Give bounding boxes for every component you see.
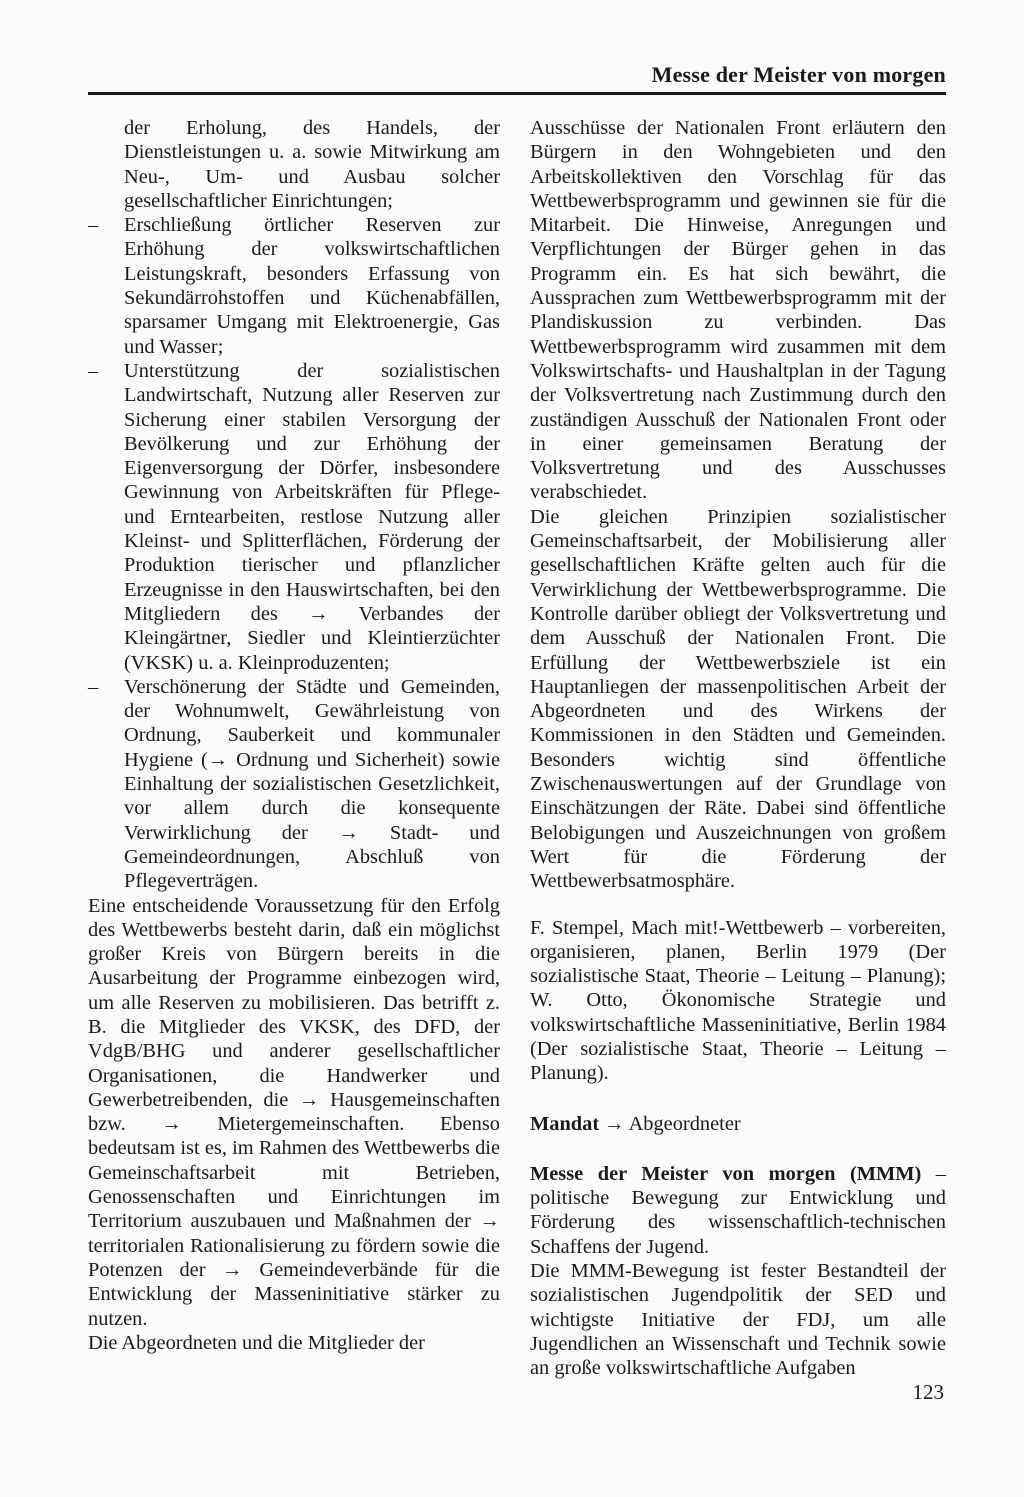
list-item-text: Erschließung örtlicher Reserven zur Erhöhung der volkswirtschaftlichen Leistungskraft, besonders Erfassung von Sekundärrohstoffen und Küchenabfällen, sparsamer Umgang mit Elektroenergie, Gas und Wasser;: [124, 214, 500, 358]
entry-mandat: [530, 1112, 946, 1136]
list-item: [88, 213, 500, 359]
cross-reference: → Abgeordneter: [599, 1112, 741, 1135]
list-item: [88, 359, 500, 675]
body-paragraph: Die gleichen Prinzipien sozialistischer Gemeinschaftsarbeit, der Mobilisierung aller gesellschaftlichen Kräfte gelten auch für die Verwirklichung der Wettbewerbsprogramme. Die Kontrolle darüber obliegt der Volksvertretung und dem Ausschuß der Nationalen Front. Die Erfüllung der Wettbewerbsziele ist ein Hauptanliegen der massenpolitischen Arbeit der Abgeordneten und des Wirkens der Kommissionen in den Städten und Gemeinden. Besonders wichtig sind öffentliche Zwischenauswertungen auf der Grundlage von Einschätzungen der Räte. Dabei sind öffentliche Belobigungen und Auszeichnungen von großem Wert für die Förderung der Wettbewerbsatmosphäre.: [530, 505, 946, 893]
entry-term: Messe der Meister von morgen (MMM): [530, 1162, 922, 1185]
list-item: [88, 675, 500, 894]
list-item-text: Verschönerung der Städte und Gemeinden, der Wohnumwelt, Gewährleistung von Ordnung, Sauberkeit und kommunaler Hygiene (→ Ordnung und Sicherheit) sowie Einhaltung der sozialistischen Gesetzlichkeit, vor allem durch die konsequente Verwirklichung der → Stadt- und Gemeindeordnungen, Abschluß von Pflegeverträgen.: [124, 675, 500, 893]
list-dash: –: [88, 675, 99, 698]
list-item-text: Unterstützung der sozialistischen Landwirtschaft, Nutzung aller Reserven zur Sicherung einer stabilen Versorgung der Bevölkerung und zur Erhöhung der Eigenversorgung der Dörfer, insbesondere Gewinnung von Arbeitskräften für Pflege- und Erntearbeiten, restlose Nutzung aller Kleinst- und Splitterflächen, Förderung der Produktion tierischer und pflanzlicher Erzeugnisse in den Hauswirtschaften, bei den Mitgliedern des → Verbandes der Kleingärtner, Siedler und Kleintierzüchter (VKSK) u. a. Kleinproduzenten;: [124, 359, 500, 674]
list-dash: –: [88, 214, 99, 237]
body-paragraph: Ausschüsse der Nationalen Front erläutern den Bürgern in den Wohngebieten und den Arbeitskollektiven den Vorschlag für das Wettbewerbsprogramm und gewinnen sie für die Mitarbeit. Die Hinweise, Anregungen und Verpflichtungen der Bürger gehen in das Programm ein. Es hat sich bewährt, die Aussprachen zum Wettbewerbsprogramm mit der Plandiskussion zu verbinden. Das Wettbewerbsprogramm wird zusammen mit dem Volkswirtschafts- und Haushaltplan in der Tagung der Volksvertretung nach Zustimmung durch den zuständigen Ausschuß der Nationalen Front oder in einer gemeinsamen Beratung der Volksvertretung und des Ausschusses verabschiedet.: [530, 117, 946, 504]
body-paragraph: Die Abgeordneten und die Mitglieder der: [88, 1331, 425, 1354]
body-paragraph: Eine entscheidende Voraussetzung für den Erfolg des Wettbewerbs besteht darin, daß ein möglichst großer Kreis von Bürgern bereits in die Ausarbeitung der Programme einbezogen wird, um alle Reserven zu mobilisieren. Das betrifft z. B. die Mitglieder des VKSK, des DFD, der VdgB/BHG und anderer gesellschaftlicher Organisationen, die Handwerker und Gewerbetreibenden, die → Hausgemeinschaften bzw. → Mietergemeinschaften. Ebenso bedeutsam ist es, im Rahmen des Wettbewerbs die Gemeinschaftsarbeit mit Betrieben, Genossenschaften und Einrichtungen im Territorium auszubauen und Maßnahmen der → territorialen Rationalisierung zu fördern sowie die Potenzen der → Gemeindeverbände für die Entwicklung der Masseninitiative stärker zu nutzen.: [88, 894, 500, 1330]
left-column: [88, 116, 500, 1355]
list-item-continuation: der Erholung, des Handels, der Dienstleistungen u. a. sowie Mitwirkung am Neu-, Um- und Ausbau solcher gesellschaftlicher Einrichtungen;: [124, 117, 500, 212]
spacer: [530, 1086, 946, 1112]
spacer: [530, 894, 946, 916]
entry-term: Mandat: [530, 1112, 600, 1135]
page-header: [88, 58, 946, 95]
references: F. Stempel, Mach mit!-Wettbewerb – vorbereiten, organisieren, planen, Berlin 1979 (Der sozialistische Staat, Theorie – Leitung – Planung); W. Otto, Ökonomische Strategie und volkswirtschaftliche Masseninitiative, Berlin 1984 (Der sozialistische Staat, Theorie – Leitung – Planung).: [530, 916, 946, 1085]
body-paragraph: Die MMM-Bewegung ist fester Bestandteil der sozialistischen Jugendpolitik der SED und wichtigste Initiative der FDJ, um alle Jugendlichen an Wissenschaft und Technik sowie an große volkswirtschaftliche Aufgaben: [530, 1260, 946, 1380]
spacer: [530, 1136, 946, 1162]
entry-mmm: [530, 1162, 946, 1259]
page-number: 123: [912, 1380, 944, 1404]
entry-definition: – politische Bewegung zur Entwicklung und Förderung des wissenschaftlich-technischen Schaffens der Jugend.: [530, 1162, 946, 1258]
running-title: Messe der Meister von morgen: [651, 62, 946, 87]
list-dash: –: [88, 359, 99, 382]
right-column: [530, 116, 946, 1381]
